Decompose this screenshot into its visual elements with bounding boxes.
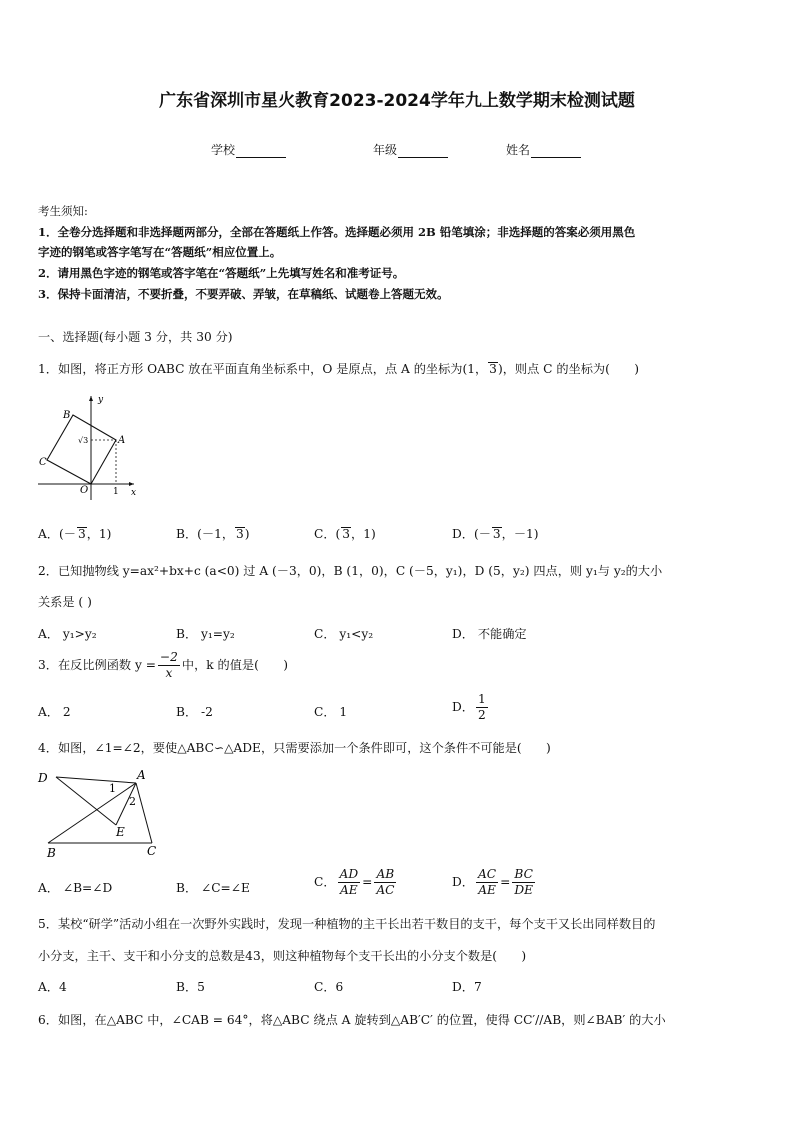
q2-option-b: B． y₁=y₂ (176, 627, 235, 641)
q5-option-c: C．6 (314, 980, 344, 994)
question-2-line-2: 关系是 ( ) (38, 595, 92, 609)
q2-option-c: C． y₁<y₂ (314, 627, 374, 641)
page-title: 广东省深圳市星火教育2023-2024学年九上数学期末检测试题 (159, 91, 635, 111)
question-1-figure (34, 392, 144, 502)
notice-heading: 考生须知: (38, 204, 88, 218)
q3-option-b: B． -2 (176, 705, 213, 719)
fig1-label-1: 1 (113, 487, 119, 497)
question-5-line-1: 5．某校“研学”活动小组在一次野外实践时，发现一种植物的主干长出若干数目的支干，每个支干又长出同样数目的 (38, 917, 656, 931)
grade-label: 年级 (373, 143, 398, 157)
fig1-label-root3: √3 (78, 436, 89, 445)
notice-line-1b: 字迹的钢笔或答字笔写在“答题纸”相应位置上。 (38, 245, 282, 259)
q1-option-c: C．( 3，1) (314, 527, 376, 541)
grade-field (373, 141, 448, 158)
fig4-label-A: A (137, 768, 146, 782)
q4-option-a: A． ∠B=∠D (38, 881, 113, 895)
fig4-label-D: D (38, 771, 48, 785)
q2-option-a: A． y₁>y₂ (38, 627, 97, 641)
question-6-line-1: 6．如图，在△ABC 中，∠CAB = 64°，将△ABC 绕点 A 旋转到△AB′C′ 的位置，使得 CC′//AB，则∠BAB′ 的大小 (38, 1013, 666, 1027)
q5-option-b: B．5 (176, 980, 205, 994)
q5-option-a: A．4 (38, 980, 67, 994)
q3-option-c: C． 1 (314, 705, 348, 719)
section-heading: 一、选择题(每小题 3 分，共 30 分) (38, 330, 233, 344)
q3-option-a: A． 2 (38, 705, 71, 719)
fig4-label-2: 2 (129, 795, 136, 808)
question-1-stem: 1．如图，将正方形 OABC 放在平面直角坐标系中，O 是原点，点 A 的坐标为(1， 3)，则点 C 的坐标为( ) (38, 362, 639, 376)
fig4-label-B: B (47, 846, 56, 860)
grade-blank (398, 144, 448, 158)
q1-option-b: B．(－1， 3) (176, 527, 250, 541)
question-3-stem: 3．在反比例函数 y = $\frac{-2}{x}$ 中，k 的值是( ) (38, 650, 288, 680)
school-blank (236, 144, 286, 158)
q3-option-d: D． $\frac{1}{2}$ (452, 692, 486, 722)
fig4-label-1: 1 (109, 782, 116, 795)
fig4-label-C: C (147, 844, 157, 858)
notice-line-1a: 1．全卷分选择题和非选择题两部分，全部在答题纸上作答。选择题必须用 2B 铅笔填涂；非选择题的答案必须用黑色 (38, 225, 636, 239)
question-4-stem: 4．如图，∠1=∠2，要使△ABC∽△ADE，只需要添加一个条件即可，这个条件不可能是( ) (38, 741, 551, 755)
name-label: 姓名 (506, 143, 531, 157)
question-4-figure (34, 765, 164, 860)
school-field (211, 141, 286, 158)
fig4-label-E: E (116, 825, 125, 839)
notice-line-3: 3．保持卡面清洁，不要折叠，不要弄破、弄皱，在草稿纸、试题卷上答题无效。 (38, 287, 449, 301)
name-field (506, 141, 581, 158)
question-2-line-1: 2．已知抛物线 y=ax²+bx+c (a<0) 过 A (－3，0)，B (1，0)，C (－5，y₁)，D (5，y₂) 四点，则 y₁与 y₂的大小 (38, 564, 663, 578)
notice-line-2: 2．请用黑色字迹的钢笔或答字笔在“答题纸”上先填写姓名和准考证号。 (38, 266, 405, 280)
school-label: 学校 (211, 143, 236, 157)
name-blank (531, 144, 581, 158)
fig1-label-A: A (118, 435, 126, 446)
fig1-label-O: O (80, 485, 89, 496)
q4-option-d: D． $\frac{AC}{AE}$ = $\frac{BC}{DE}$ (452, 867, 533, 897)
fig1-label-B: B (63, 410, 71, 421)
q3-fraction: $\frac{-2}{x}$ (159, 650, 178, 680)
q1-option-d: D．(－ 3，－1) (452, 527, 539, 541)
q5-option-d: D．7 (452, 980, 482, 994)
fig1-label-x: x (131, 488, 137, 498)
q4-option-c: C． $\frac{AD}{AE}$ = $\frac{AB}{AC}$ (314, 867, 395, 897)
question-5-line-2: 小分支，主干、支干和小分支的总数是43，则这种植物每个支干长出的小分支个数是( ) (38, 949, 527, 963)
q1-option-a: A．(－ 3，1) (38, 527, 112, 541)
fig1-label-C: C (39, 457, 47, 468)
fig1-label-y: y (98, 395, 104, 405)
q4-option-b: B． ∠C=∠E (176, 881, 250, 895)
q2-option-d: D． 不能确定 (452, 627, 527, 641)
